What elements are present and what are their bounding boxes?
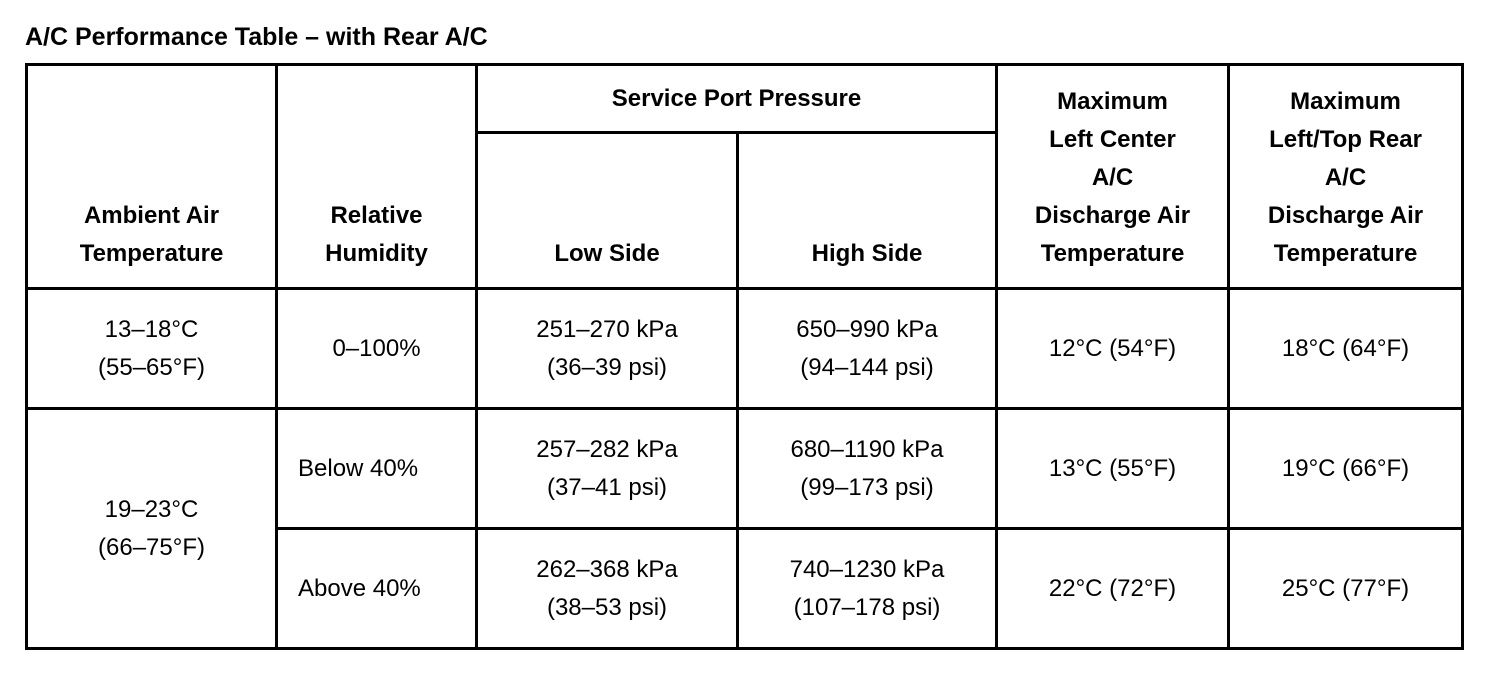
header-line: Humidity	[325, 240, 428, 267]
left-top-rear-temp-cell: 25°C (77°F)	[1229, 529, 1463, 649]
cell-line: (94–144 psi)	[800, 353, 934, 381]
header-low-side: Low Side	[477, 133, 738, 289]
header-relative-humidity	[277, 65, 477, 289]
humidity-cell: 0–100%	[277, 289, 477, 409]
high-side-cell	[738, 409, 997, 529]
ambient-temp-cell	[27, 409, 277, 649]
low-side-cell	[477, 529, 738, 649]
cell-line: 680–1190 kPa	[790, 435, 944, 463]
page-title: A/C Performance Table – with Rear A/C	[25, 23, 488, 51]
header-left-center-discharge-temp	[997, 65, 1229, 289]
cell-line: (107–178 psi)	[793, 593, 941, 621]
table-row	[27, 289, 1463, 409]
left-center-temp-cell: 12°C (54°F)	[997, 289, 1229, 409]
header-line: Discharge Air	[1267, 202, 1424, 229]
header-line: Temperature	[1273, 240, 1418, 267]
cell-line: 13–18°C	[104, 315, 199, 343]
cell-line: 262–368 kPa	[536, 555, 678, 583]
humidity-cell: Above 40%	[277, 529, 477, 649]
cell-line: (55–65°F)	[98, 353, 205, 381]
cell-line: 257–282 kPa	[536, 435, 678, 463]
header-line: Temperature	[1040, 240, 1185, 267]
header-service-port-pressure: Service Port Pressure	[477, 65, 997, 133]
cell-line: 19–23°C	[104, 495, 199, 523]
cell-line: 650–990 kPa	[796, 315, 938, 343]
header-line: A/C	[1091, 164, 1134, 191]
low-side-cell	[477, 289, 738, 409]
low-side-cell	[477, 409, 738, 529]
header-ambient-air-temperature	[27, 65, 277, 289]
cell-line: 740–1230 kPa	[789, 555, 945, 583]
header-line: Left/Top Rear	[1269, 126, 1422, 153]
header-line: Maximum	[1290, 88, 1401, 115]
table-row	[27, 409, 1463, 529]
header-row-top	[27, 65, 1463, 133]
cell-line: (66–75°F)	[98, 533, 205, 561]
cell-line: 251–270 kPa	[536, 315, 678, 343]
cell-line: (37–41 psi)	[546, 473, 668, 501]
cell-line: (99–173 psi)	[800, 473, 934, 501]
cell-line: (38–53 psi)	[546, 593, 668, 621]
high-side-cell	[738, 529, 997, 649]
header-line: A/C	[1324, 164, 1367, 191]
header-high-side: High Side	[738, 133, 997, 289]
ac-performance-table	[25, 63, 1464, 650]
high-side-cell	[738, 289, 997, 409]
header-line: Discharge Air	[1034, 202, 1191, 229]
left-top-rear-temp-cell: 18°C (64°F)	[1229, 289, 1463, 409]
left-top-rear-temp-cell: 19°C (66°F)	[1229, 409, 1463, 529]
humidity-cell: Below 40%	[277, 409, 477, 529]
header-line: Maximum	[1057, 88, 1168, 115]
cell-line: (36–39 psi)	[546, 353, 668, 381]
header-line: Relative	[330, 202, 423, 229]
left-center-temp-cell: 13°C (55°F)	[997, 409, 1229, 529]
header-line: Temperature	[79, 240, 224, 267]
left-center-temp-cell: 22°C (72°F)	[997, 529, 1229, 649]
ambient-temp-cell	[27, 289, 277, 409]
header-line: Ambient Air	[83, 202, 220, 229]
header-line: Left Center	[1049, 126, 1176, 153]
header-left-top-rear-discharge-temp	[1229, 65, 1463, 289]
